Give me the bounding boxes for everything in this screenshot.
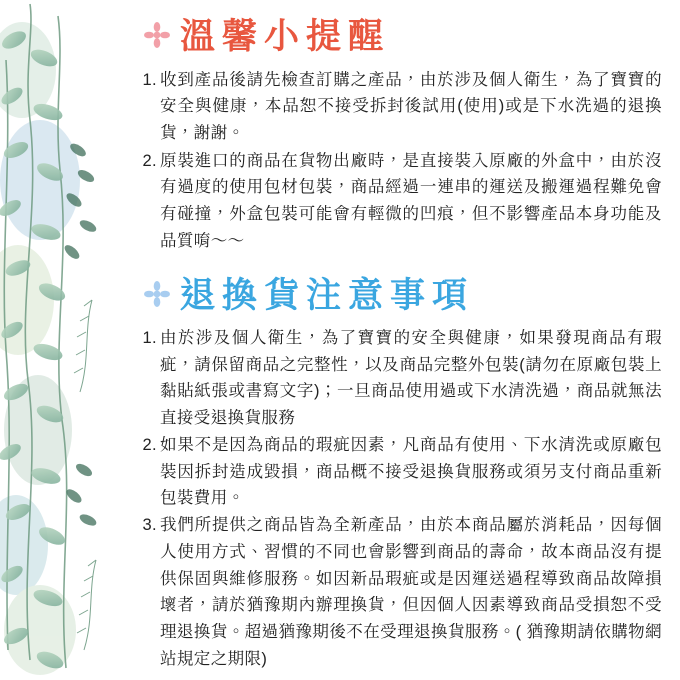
list-item: 原裝進口的商品在貨物出廠時，是直接裝入原廠的外盒中，由於沒有過度的使用包材包裝，商品經過一連串的運送及搬運過程難免會有碰撞，外盒包裝可能會有輕微的凹痕，但不影響產品本身功能及品質唷～～ — [160, 151, 662, 250]
return-policy-list — [130, 325, 662, 672]
list-item: 收到產品後請先檢查訂購之產品，由於涉及個人衛生，為了寶寶的安全與健康，本品恕不接受拆封後試用(使用)或是下水洗過的退換貨，謝謝。 — [160, 70, 662, 142]
section-title: 退換貨注意事項 — [180, 275, 475, 315]
section-heading-return-policy — [144, 277, 662, 316]
section-return-policy — [130, 277, 662, 673]
list-item: 由於涉及個人衛生，為了寶寶的安全與健康，如果發現商品有瑕疵，請保留商品之完整性，以及商品完整外包裝(請勿在原廠包裝上黏貼紙張或書寫文字)；一旦商品使用過或下水清洗過，商品就無法直接受退換貨服務 — [160, 329, 662, 428]
warm-reminder-list — [130, 67, 662, 255]
botanical-border-decoration — [0, 0, 118, 680]
star-icon — [144, 281, 170, 311]
section-heading-warm-reminder — [144, 18, 662, 57]
section-title: 溫馨小提醒 — [180, 17, 391, 56]
list-item: 我們所提供之商品皆為全新產品，由於本商品屬於消耗品，因每個人使用方式、習慣的不同也會影響到商品的壽命，故本商品沒有提供保固與維修服務。如因新品瑕疵或是因運送過程導致商品故障損壞者，請於猶豫期內辦理換貨，但因個人因素導致商品受損恕不受理退換貨。超過猶豫期後不在受理退換貨服務。( 猶豫期請依購物網站規定之期限) — [160, 516, 662, 668]
list-item: 如果不是因為商品的瑕疵因素，凡商品有使用、下水清洗或原廠包裝因拆封造成毀損，商品概不接受退換貨服務或須另支付商品重新包裝費用。 — [160, 435, 662, 508]
section-warm-reminder — [130, 18, 662, 255]
notice-content — [118, 0, 680, 680]
star-icon — [144, 22, 170, 52]
